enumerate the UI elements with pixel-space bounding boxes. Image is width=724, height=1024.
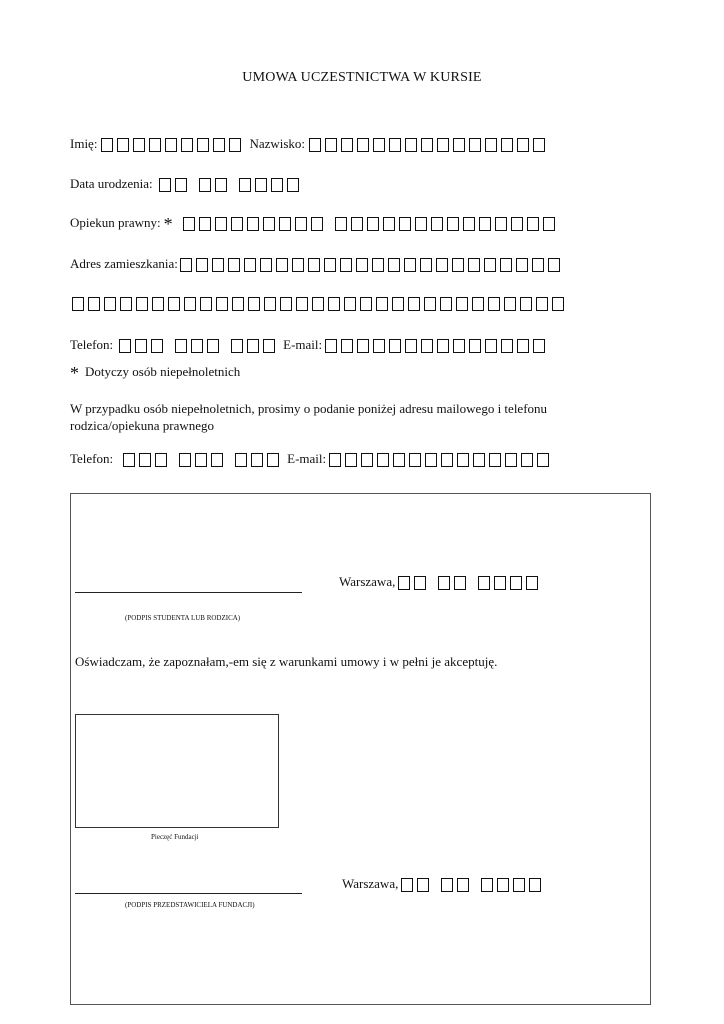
- character-box[interactable]: [388, 258, 400, 272]
- character-box[interactable]: [207, 339, 219, 353]
- character-box[interactable]: [415, 217, 427, 231]
- address-continued-row: [72, 297, 564, 311]
- character-box[interactable]: [513, 878, 525, 892]
- last-name-label: Nazwisko:: [249, 136, 306, 151]
- character-box[interactable]: [231, 217, 243, 231]
- character-box[interactable]: [123, 453, 135, 467]
- character-box[interactable]: [357, 339, 369, 353]
- contact-row: [70, 337, 545, 353]
- character-box[interactable]: [308, 258, 320, 272]
- character-box[interactable]: [405, 138, 417, 152]
- character-box[interactable]: [536, 297, 548, 311]
- student-signature-line[interactable]: [75, 592, 302, 593]
- character-box[interactable]: [377, 453, 389, 467]
- box-group: [72, 297, 564, 311]
- address-label: Adres zamieszkania:: [70, 256, 178, 271]
- name-row: [70, 136, 545, 152]
- character-box[interactable]: [437, 138, 449, 152]
- character-box[interactable]: [497, 878, 509, 892]
- document-title: UMOWA UCZESTNICTWA W KURSIE: [242, 70, 482, 85]
- character-box[interactable]: [425, 453, 437, 467]
- email-label: E-mail:: [283, 337, 323, 352]
- character-box[interactable]: [139, 453, 151, 467]
- character-box[interactable]: [495, 217, 507, 231]
- box-group: [441, 878, 469, 892]
- character-box[interactable]: [280, 297, 292, 311]
- character-box[interactable]: [516, 258, 528, 272]
- guardian-label: Opiekun prawny:: [70, 215, 161, 230]
- character-box[interactable]: [232, 297, 244, 311]
- character-box[interactable]: [409, 453, 421, 467]
- character-box[interactable]: [438, 576, 450, 590]
- character-box[interactable]: [521, 453, 533, 467]
- box-group: [231, 339, 275, 353]
- character-box[interactable]: [453, 339, 465, 353]
- character-box[interactable]: [200, 297, 212, 311]
- address-boxes[interactable]: [180, 258, 560, 272]
- character-box[interactable]: [311, 217, 323, 231]
- character-box[interactable]: [488, 297, 500, 311]
- character-box[interactable]: [479, 217, 491, 231]
- character-box[interactable]: [260, 258, 272, 272]
- character-box[interactable]: [191, 339, 203, 353]
- character-box[interactable]: [529, 878, 541, 892]
- character-box[interactable]: [485, 339, 497, 353]
- character-box[interactable]: [485, 138, 497, 152]
- phone-boxes[interactable]: [119, 339, 275, 353]
- box-group: [239, 178, 299, 192]
- character-box[interactable]: [104, 297, 116, 311]
- character-box[interactable]: [341, 138, 353, 152]
- box-group: [119, 339, 163, 353]
- box-group: [180, 258, 560, 272]
- last-name-boxes[interactable]: [309, 138, 545, 152]
- character-box[interactable]: [341, 339, 353, 353]
- box-group: [123, 453, 167, 467]
- character-box[interactable]: [183, 217, 195, 231]
- character-box[interactable]: [478, 576, 490, 590]
- character-box[interactable]: [196, 258, 208, 272]
- foundation-date-boxes[interactable]: [401, 878, 541, 892]
- character-box[interactable]: [152, 297, 164, 311]
- character-box[interactable]: [463, 217, 475, 231]
- guardian-email-boxes[interactable]: [329, 453, 549, 467]
- character-box[interactable]: [472, 297, 484, 311]
- character-box[interactable]: [213, 138, 225, 152]
- character-box[interactable]: [175, 178, 187, 192]
- character-box[interactable]: [117, 138, 129, 152]
- character-box[interactable]: [367, 217, 379, 231]
- email-boxes[interactable]: [325, 339, 545, 353]
- guardian-phone-label: Telefon:: [70, 451, 114, 466]
- character-box[interactable]: [248, 297, 260, 311]
- character-box[interactable]: [389, 339, 401, 353]
- address-row: [70, 256, 560, 272]
- character-box[interactable]: [179, 453, 191, 467]
- character-box[interactable]: [481, 878, 493, 892]
- character-box[interactable]: [155, 453, 167, 467]
- character-box[interactable]: [537, 453, 549, 467]
- character-box[interactable]: [271, 178, 283, 192]
- character-box[interactable]: [469, 339, 481, 353]
- character-box[interactable]: [195, 453, 207, 467]
- student-signature-caption: (PODPIS STUDENTA LUB RODZICA): [125, 614, 241, 622]
- character-box[interactable]: [287, 178, 299, 192]
- character-box[interactable]: [197, 138, 209, 152]
- character-box[interactable]: [229, 138, 241, 152]
- character-box[interactable]: [324, 258, 336, 272]
- character-box[interactable]: [239, 178, 251, 192]
- character-box[interactable]: [184, 297, 196, 311]
- box-group: [335, 217, 555, 231]
- character-box[interactable]: [215, 217, 227, 231]
- character-box[interactable]: [405, 339, 417, 353]
- character-box[interactable]: [247, 217, 259, 231]
- stamp-caption: Pieczęć Fundacji: [151, 833, 199, 841]
- foundation-signature-line[interactable]: [75, 893, 302, 894]
- character-box[interactable]: [345, 453, 357, 467]
- character-box[interactable]: [335, 217, 347, 231]
- character-box[interactable]: [484, 258, 496, 272]
- character-box[interactable]: [441, 878, 453, 892]
- character-box[interactable]: [295, 217, 307, 231]
- birth-date-row: [70, 176, 299, 192]
- foundation-date-row: [342, 876, 541, 892]
- character-box[interactable]: [228, 258, 240, 272]
- city-label-2: Warszawa,: [342, 876, 399, 891]
- character-box[interactable]: [120, 297, 132, 311]
- character-box[interactable]: [175, 339, 187, 353]
- character-box[interactable]: [376, 297, 388, 311]
- character-box[interactable]: [328, 297, 340, 311]
- character-box[interactable]: [408, 297, 420, 311]
- character-box[interactable]: [533, 339, 545, 353]
- character-box[interactable]: [420, 258, 432, 272]
- character-box[interactable]: [389, 138, 401, 152]
- character-box[interactable]: [216, 297, 228, 311]
- character-box[interactable]: [356, 258, 368, 272]
- guardian-phone-boxes[interactable]: [123, 453, 279, 467]
- box-group: [101, 138, 241, 152]
- character-box[interactable]: [244, 258, 256, 272]
- character-box[interactable]: [312, 297, 324, 311]
- box-group: [401, 878, 429, 892]
- character-box[interactable]: [168, 297, 180, 311]
- character-box[interactable]: [468, 258, 480, 272]
- student-date-row: [339, 574, 538, 590]
- character-box[interactable]: [392, 297, 404, 311]
- character-box[interactable]: [247, 339, 259, 353]
- character-box[interactable]: [501, 339, 513, 353]
- foundation-signature-caption: (PODPIS PRZEDSTAWICIELA FUNDACJI): [125, 901, 255, 909]
- foundation-stamp-box: [75, 714, 279, 828]
- character-box[interactable]: [279, 217, 291, 231]
- box-group: [329, 453, 549, 467]
- character-box[interactable]: [441, 453, 453, 467]
- box-group: [199, 178, 227, 192]
- character-box[interactable]: [457, 878, 469, 892]
- character-box[interactable]: [72, 297, 84, 311]
- character-box[interactable]: [119, 339, 131, 353]
- character-box[interactable]: [548, 258, 560, 272]
- footnote-text: Dotyczy osób niepełnoletnich: [85, 364, 241, 379]
- character-box[interactable]: [264, 297, 276, 311]
- character-box[interactable]: [457, 453, 469, 467]
- character-box[interactable]: [456, 297, 468, 311]
- first-name-boxes[interactable]: [101, 138, 241, 152]
- birth-date-label: Data urodzenia:: [70, 176, 153, 191]
- minor-note-line-2: rodzica/opiekuna prawnego: [70, 418, 215, 433]
- character-box[interactable]: [404, 258, 416, 272]
- character-box[interactable]: [361, 453, 373, 467]
- guardian-boxes[interactable]: [183, 217, 555, 231]
- character-box[interactable]: [133, 138, 145, 152]
- character-box[interactable]: [532, 258, 544, 272]
- character-box[interactable]: [421, 138, 433, 152]
- character-box[interactable]: [393, 453, 405, 467]
- declaration-text: Oświadczam, że zapoznałam,-em się z warunkami umowy i w pełni je akceptuję.: [75, 654, 498, 669]
- character-box[interactable]: [88, 297, 100, 311]
- box-group: [478, 576, 538, 590]
- character-box[interactable]: [151, 339, 163, 353]
- character-box[interactable]: [135, 339, 147, 353]
- character-box[interactable]: [453, 138, 465, 152]
- character-box[interactable]: [511, 217, 523, 231]
- box-group: [175, 339, 219, 353]
- character-box[interactable]: [417, 878, 429, 892]
- character-box[interactable]: [436, 258, 448, 272]
- character-box[interactable]: [351, 217, 363, 231]
- character-box[interactable]: [159, 178, 171, 192]
- character-box[interactable]: [360, 297, 372, 311]
- minor-note-line-1: W przypadku osób niepełnoletnich, prosimy o podanie poniżej adresu mailowego i telefonu: [70, 401, 548, 416]
- character-box[interactable]: [431, 217, 443, 231]
- guardian-asterisk: *: [163, 214, 173, 234]
- character-box[interactable]: [199, 217, 211, 231]
- guardian-email-label: E-mail:: [287, 451, 327, 466]
- box-group: [398, 576, 426, 590]
- box-group: [325, 339, 545, 353]
- character-box[interactable]: [454, 576, 466, 590]
- character-box[interactable]: [296, 297, 308, 311]
- character-box[interactable]: [357, 138, 369, 152]
- box-group: [309, 138, 545, 152]
- character-box[interactable]: [231, 339, 243, 353]
- box-group: [235, 453, 279, 467]
- character-box[interactable]: [276, 258, 288, 272]
- footnote: [70, 363, 241, 383]
- character-box[interactable]: [181, 138, 193, 152]
- character-box[interactable]: [340, 258, 352, 272]
- phone-label: Telefon:: [70, 337, 114, 352]
- first-name-label: Imię:: [70, 136, 98, 151]
- city-label-1: Warszawa,: [339, 574, 396, 589]
- character-box[interactable]: [373, 138, 385, 152]
- character-box[interactable]: [263, 217, 275, 231]
- character-box[interactable]: [149, 138, 161, 152]
- character-box[interactable]: [543, 217, 555, 231]
- character-box[interactable]: [500, 258, 512, 272]
- birth-date-boxes[interactable]: [159, 178, 299, 192]
- box-group: [179, 453, 223, 467]
- box-group: [183, 217, 323, 231]
- character-box[interactable]: [424, 297, 436, 311]
- character-box[interactable]: [251, 453, 263, 467]
- character-box[interactable]: [255, 178, 267, 192]
- character-box[interactable]: [494, 576, 506, 590]
- character-box[interactable]: [452, 258, 464, 272]
- character-box[interactable]: [437, 339, 449, 353]
- character-box[interactable]: [212, 258, 224, 272]
- character-box[interactable]: [373, 339, 385, 353]
- character-box[interactable]: [440, 297, 452, 311]
- address-continued-boxes[interactable]: [72, 297, 564, 311]
- character-box[interactable]: [136, 297, 148, 311]
- character-box[interactable]: [263, 339, 275, 353]
- character-box[interactable]: [552, 297, 564, 311]
- character-box[interactable]: [447, 217, 459, 231]
- character-box[interactable]: [199, 178, 211, 192]
- character-box[interactable]: [267, 453, 279, 467]
- character-box[interactable]: [398, 576, 410, 590]
- character-box[interactable]: [421, 339, 433, 353]
- footnote-asterisk: *: [70, 363, 79, 383]
- character-box[interactable]: [329, 453, 341, 467]
- box-group: [159, 178, 187, 192]
- character-box[interactable]: [469, 138, 481, 152]
- guardian-row: [70, 214, 555, 234]
- character-box[interactable]: [235, 453, 247, 467]
- character-box[interactable]: [101, 138, 113, 152]
- character-box[interactable]: [325, 138, 337, 152]
- character-box[interactable]: [501, 138, 513, 152]
- character-box[interactable]: [292, 258, 304, 272]
- character-box[interactable]: [473, 453, 485, 467]
- character-box[interactable]: [510, 576, 522, 590]
- character-box[interactable]: [180, 258, 192, 272]
- character-box[interactable]: [372, 258, 384, 272]
- character-box[interactable]: [383, 217, 395, 231]
- character-box[interactable]: [526, 576, 538, 590]
- character-box[interactable]: [520, 297, 532, 311]
- character-box[interactable]: [414, 576, 426, 590]
- character-box[interactable]: [215, 178, 227, 192]
- character-box[interactable]: [527, 217, 539, 231]
- box-group: [481, 878, 541, 892]
- character-box[interactable]: [309, 138, 321, 152]
- character-box[interactable]: [489, 453, 501, 467]
- box-group: [438, 576, 466, 590]
- character-box[interactable]: [211, 453, 223, 467]
- character-box[interactable]: [325, 339, 337, 353]
- character-box[interactable]: [401, 878, 413, 892]
- character-box[interactable]: [344, 297, 356, 311]
- character-box[interactable]: [504, 297, 516, 311]
- character-box[interactable]: [505, 453, 517, 467]
- character-box[interactable]: [533, 138, 545, 152]
- student-date-boxes[interactable]: [398, 576, 538, 590]
- character-box[interactable]: [165, 138, 177, 152]
- character-box[interactable]: [399, 217, 411, 231]
- guardian-contact-row: [70, 451, 549, 467]
- character-box[interactable]: [517, 138, 529, 152]
- character-box[interactable]: [517, 339, 529, 353]
